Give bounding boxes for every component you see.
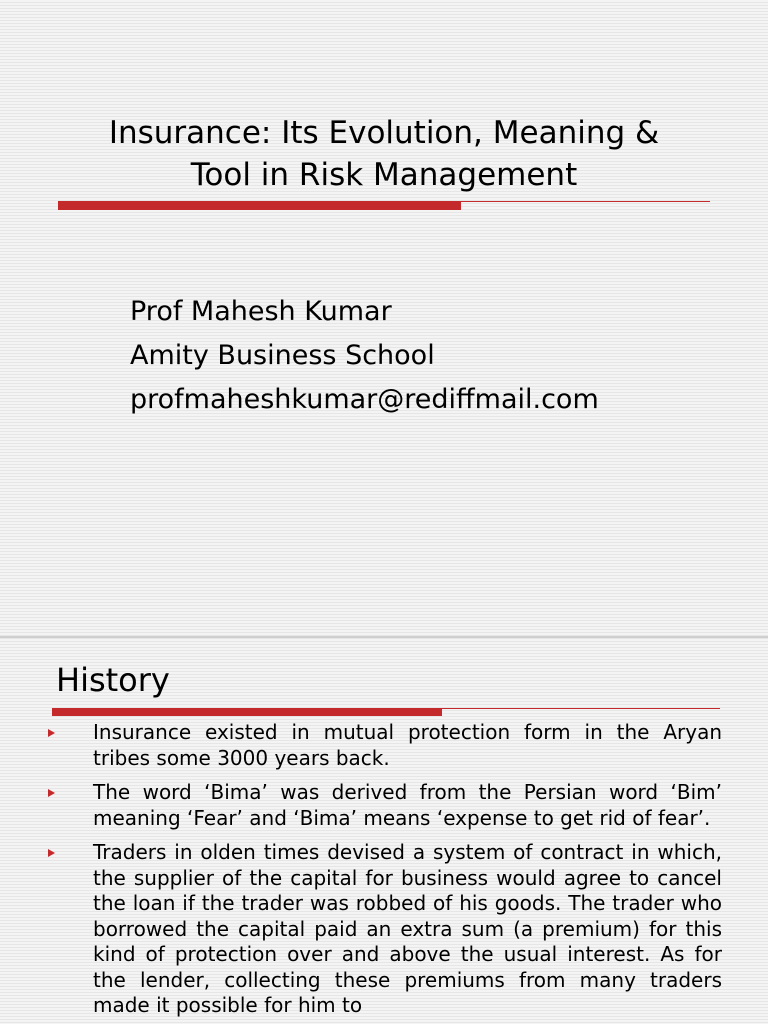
arrow-bullet-icon xyxy=(48,729,55,737)
history-underline-thick xyxy=(52,708,442,716)
arrow-bullet-icon xyxy=(48,789,55,797)
author-email: profmaheshkumar@rediffmail.com xyxy=(130,384,599,415)
title-underline-thick xyxy=(58,201,461,210)
author-name: Prof Mahesh Kumar xyxy=(130,296,392,327)
bullet-item xyxy=(0,840,768,1019)
bullet-text: Insurance existed in mutual protection form in the Aryan tribes some 3000 years back. xyxy=(93,720,722,770)
institution-name: Amity Business School xyxy=(130,340,435,371)
slide-title-line-2: Tool in Risk Management xyxy=(190,157,578,193)
author-block xyxy=(130,290,599,422)
history-bullet-list xyxy=(0,720,768,1024)
bullet-text: Traders in olden times devised a system of contract in which, the supplier of the capital for business would agree to cancel the loan if the trader was robbed of his goods. The trader who borrowed the capital paid an extra sum (a premium) for this kind of protection over and above the usual interest. As for the lender, collecting these premiums from many traders made it possible for him to xyxy=(93,840,722,1017)
bullet-item xyxy=(0,780,768,831)
bullet-item xyxy=(0,720,768,771)
history-slide xyxy=(0,638,768,1024)
slide-title-line-1: Insurance: Its Evolution, Meaning & xyxy=(108,115,660,151)
bullet-text: The word ‘Bima’ was derived from the Persian word ‘Bim’ meaning ‘Fear’ and ‘Bima’ means ‘expense to get rid of fear’. xyxy=(93,780,722,830)
history-title: History xyxy=(56,661,170,699)
slide-title xyxy=(30,112,738,196)
arrow-bullet-icon xyxy=(48,849,55,857)
